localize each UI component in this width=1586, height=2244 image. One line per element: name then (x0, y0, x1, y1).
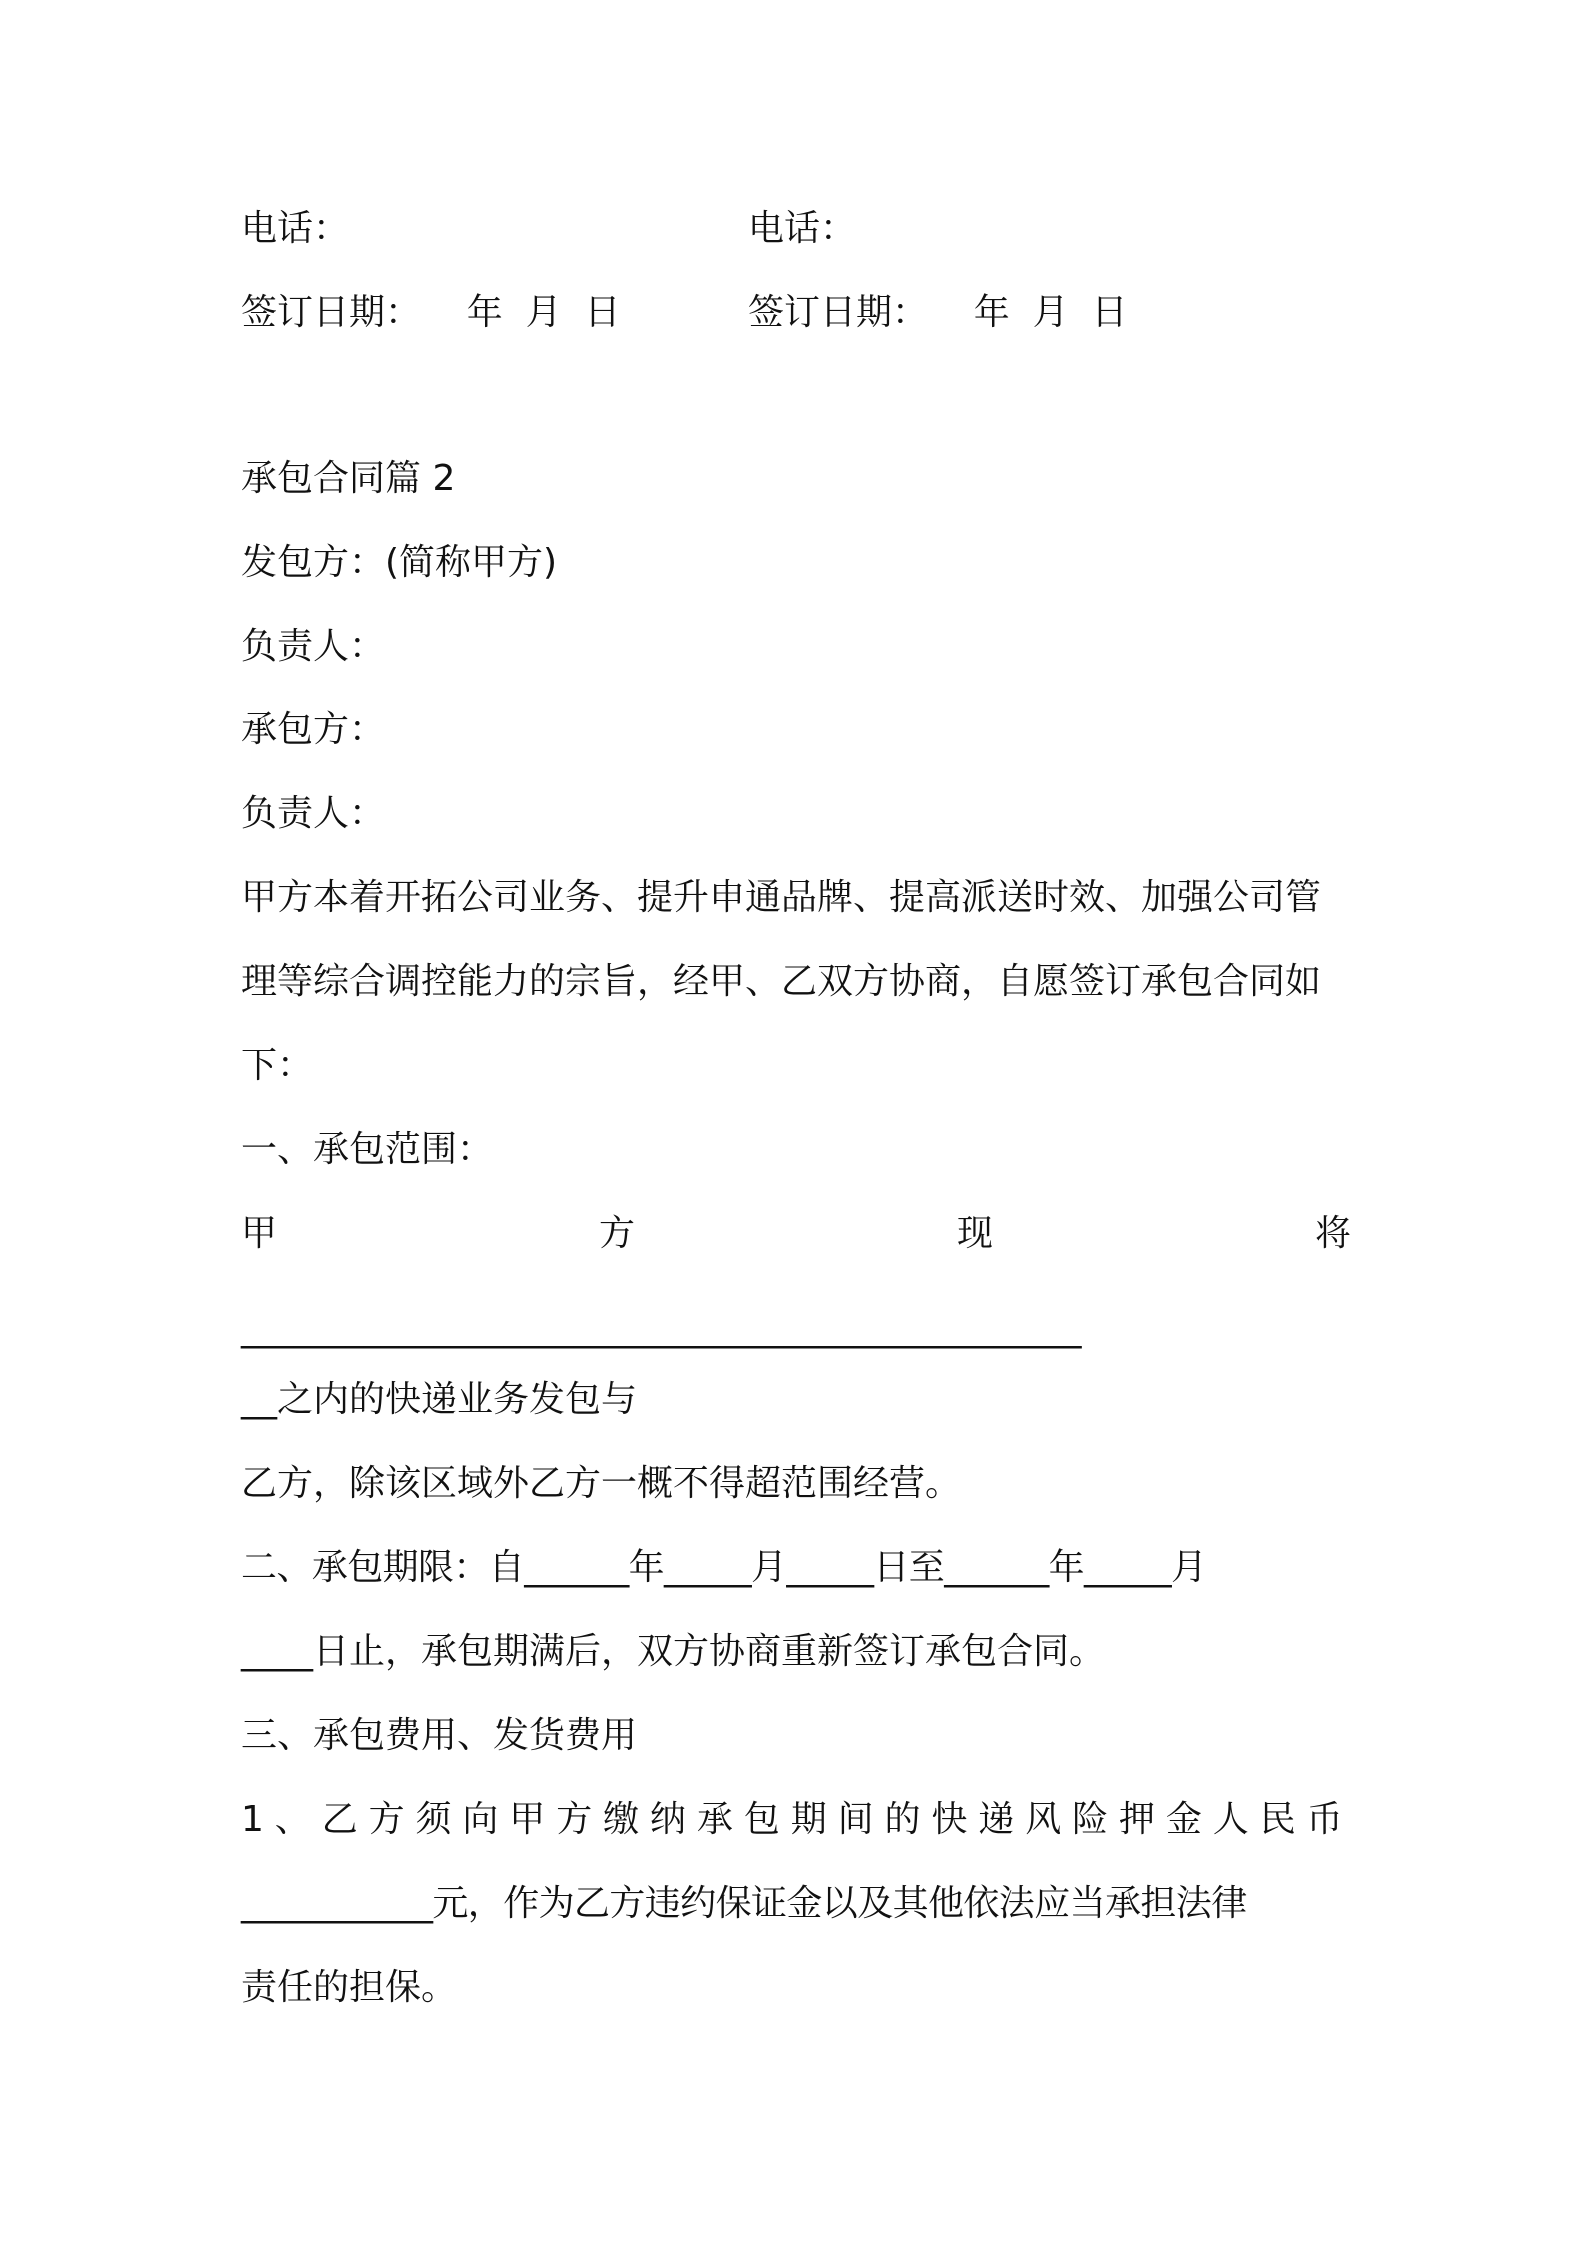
right-phone: 电话： (748, 208, 857, 249)
section-3-item-1-line-3: 责任的担保。 (241, 1967, 458, 2008)
spread-char: 方 (598, 1213, 635, 1254)
contractor-line: 承包方： (241, 709, 386, 750)
spread-char: 将 (1314, 1213, 1351, 1254)
right-sign-date: 签订日期： 年 月 日 (748, 292, 1128, 333)
intro-line-1: 甲方本着开拓公司业务、提升申通品牌、提高派送时效、加强公司管 (241, 877, 1322, 918)
section-1-title: 一、承包范围： (241, 1129, 494, 1170)
left-sign-date: 签订日期： 年 月 日 (241, 292, 621, 333)
contractor-person-line: 负责人： (241, 793, 386, 834)
section-2-line-1: 二、承包期限：自______年_____月_____日至______年_____月 (241, 1547, 1207, 1588)
section-1-line-3: 乙方，除该区域外乙方一概不得超范围经营。 (241, 1463, 962, 1504)
issuer-person-line: 负责人： (241, 626, 386, 667)
section-1-spread-line (241, 1210, 1351, 1258)
section-1-line-2: __之内的快递业务发包与 (241, 1379, 638, 1420)
left-phone: 电话： (241, 208, 350, 249)
section-3-item-1-line-1: 1、乙方须向甲方缴纳承包期间的快递风险押金人民币 (241, 1799, 1354, 1840)
intro-line-2: 理等综合调控能力的宗旨，经甲、乙双方协商，自愿签订承包合同如 (241, 961, 1322, 1002)
section-2-line-2: ____日止，承包期满后，双方协商重新签订承包合同。 (241, 1631, 1106, 1672)
section-3-item-1-line-2: ___________元，作为乙方违约保证金以及其他依法应当承担法律 (241, 1883, 1247, 1924)
spread-char: 甲 (241, 1213, 278, 1254)
contract-title: 承包合同篇 2 (241, 458, 456, 499)
section-3-title: 三、承包费用、发货费用 (241, 1715, 638, 1756)
intro-line-3: 下： (241, 1045, 314, 1086)
section-1-blank: ________________________________________________ (241, 1308, 1081, 1349)
issuer-line: 发包方：(简称甲方) (241, 542, 558, 583)
spread-char: 现 (956, 1213, 993, 1254)
